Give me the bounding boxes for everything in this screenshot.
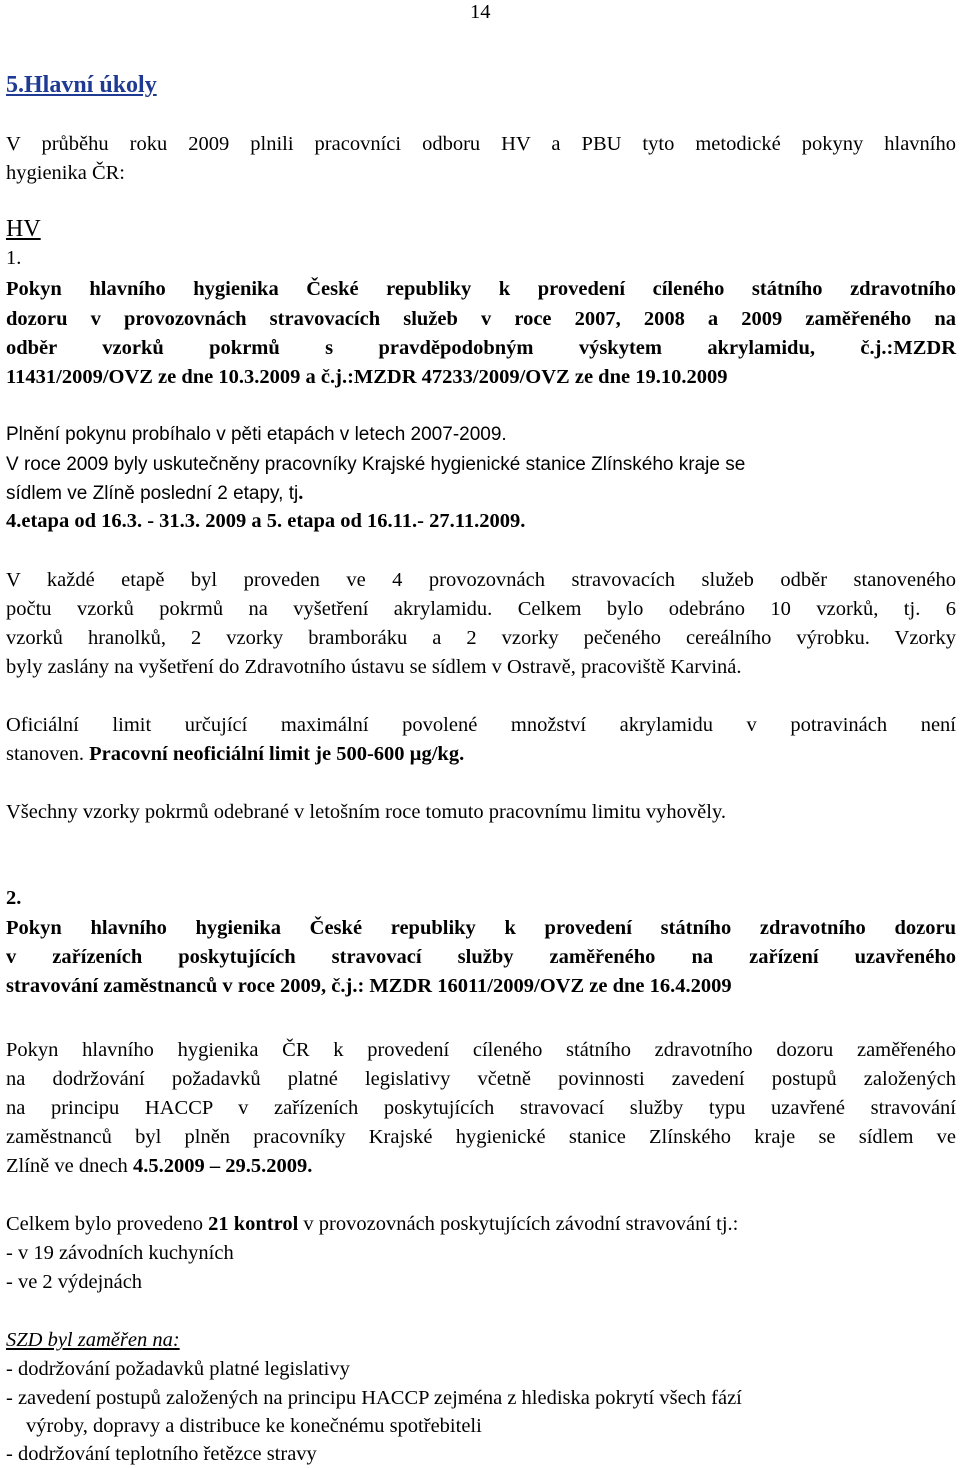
section1-para-line: počtu vzorků pokrmů na vyšetření akrylamidu. Celkem bylo odebráno 10 vzorků, tj. 6 [6, 598, 956, 620]
section2-para-line: na principu HACCP v zařízeních poskytujících stravovací služby typu uzavřené stravování [6, 1097, 956, 1119]
section2-title-line: v zařízeních poskytujících stravovací služby zaměřeného na zařízení uzavřeného [6, 946, 956, 968]
total-count: 21 kontrol [208, 1213, 299, 1235]
section1-stage-text: Plnění pokynu probíhalo v pěti etapách v letech 2007-2009. [6, 424, 507, 445]
section2-title-line: stravování zaměstnanců v roce 2009, č.j.: MZDR 16011/2009/OVZ ze dne 16.4.2009 [6, 975, 732, 997]
section1-para-line: vzorků hranolků, 2 vzorky bramboráku a 2 vzorky pečeného cereálního výrobku. Vzorky [6, 627, 956, 649]
section2-para-line: Pokyn hlavního hygienika ČR k provedení cíleného státního zdravotního dozoru zaměřeného [6, 1039, 956, 1061]
list-item: - ve 2 výdejnách [6, 1271, 143, 1293]
section1-title-line: Pokyn hlavního hygienika České republiky k provedení cíleného státního zdravotního [6, 278, 956, 300]
section2-number: 2. [6, 887, 22, 909]
stage-text-part: sídlem ve Zlíně poslední 2 etapy, tj [6, 483, 299, 504]
section2-para-line: zaměstnanců byl plněn pracovníky Krajské hygienické stanice Zlínského kraje se sídlem ve [6, 1126, 956, 1148]
section1-conclusion: Všechny vzorky pokrmů odebrané v letošním roce tomuto pracovnímu limitu vyhověly. [6, 801, 727, 823]
stage-text-period: . [298, 482, 304, 504]
total-suffix: v provozovnách poskytujících závodní stravování tj.: [298, 1213, 739, 1235]
total-prefix: Celkem bylo provedeno [6, 1213, 209, 1235]
section2-para-line: na dodržování požadavků platné legislativy včetně povinnosti zavedení postupů založených [6, 1068, 956, 1090]
list-item: - zavedení postupů založených na principu HACCP zejména z hlediska pokrytí všech fází [6, 1387, 742, 1409]
list-item: - dodržování teplotního řetězce stravy [6, 1443, 317, 1465]
section2-total-line [6, 1211, 956, 1237]
page-number: 14 [470, 1, 491, 23]
intro-line: V průběhu roku 2009 plnili pracovníci odboru HV a PBU tyto metodické pokyny hlavního [6, 133, 956, 155]
section1-para-line: byly zaslány na vyšetření do Zdravotního ústavu se sídlem v Ostravě, pracoviště Karviná. [6, 656, 742, 678]
section1-limit-line: Oficiální limit určující maximální povolené množství akrylamidu v potravinách není [6, 714, 956, 736]
szd-label: SZD byl zaměřen na: [6, 1329, 180, 1351]
section1-number: 1. [6, 247, 22, 269]
section1-stage-text [6, 480, 956, 507]
section1-stages: 4.etapa od 16.3. - 31.3. 2009 a 5. etapa od 16.11.- 27.11.2009. [6, 510, 526, 532]
section2-title-line: Pokyn hlavního hygienika České republiky k provedení státního zdravotního dozoru [6, 917, 956, 939]
section2-para-line [6, 1153, 956, 1179]
list-item: - v 19 závodních kuchyních [6, 1242, 234, 1264]
list-item-continuation: výroby, dopravy a distribuce ke konečnému spotřebiteli [26, 1415, 482, 1437]
list-item: - dodržování požadavků platné legislativy [6, 1358, 350, 1380]
section1-stage-text: V roce 2009 byly uskutečněny pracovníky Krajské hygienické stanice Zlínského kraje se [6, 454, 746, 475]
section1-limit-line [6, 741, 956, 767]
section1-title-line: 11431/2009/OVZ ze dne 10.3.2009 a č.j.:MZDR 47233/2009/OVZ ze dne 19.10.2009 [6, 366, 728, 388]
section1-title-line: odběr vzorků pokrmů s pravděpodobným výskytem akrylamidu, č.j.:MZDR [6, 337, 956, 359]
chapter-heading: 5.Hlavní úkoly [6, 72, 157, 98]
section-label-hv: HV [6, 216, 41, 242]
section1-para-line: V každé etapě byl proveden ve 4 provozovnách stravovacích služeb odběr stanoveného [6, 569, 956, 591]
dates-value: 4.5.2009 – 29.5.2009. [132, 1155, 313, 1177]
limit-text: stanoven. [6, 743, 90, 765]
intro-line: hygienika ČR: [6, 162, 126, 184]
dates-prefix: Zlíně ve dnech [6, 1155, 133, 1177]
section1-title-line: dozoru v provozovnách stravovacích služeb v roce 2007, 2008 a 2009 zaměřeného na [6, 308, 956, 330]
limit-value-text: Pracovní neoficiální limit je 500-600 µg/kg. [89, 743, 465, 765]
